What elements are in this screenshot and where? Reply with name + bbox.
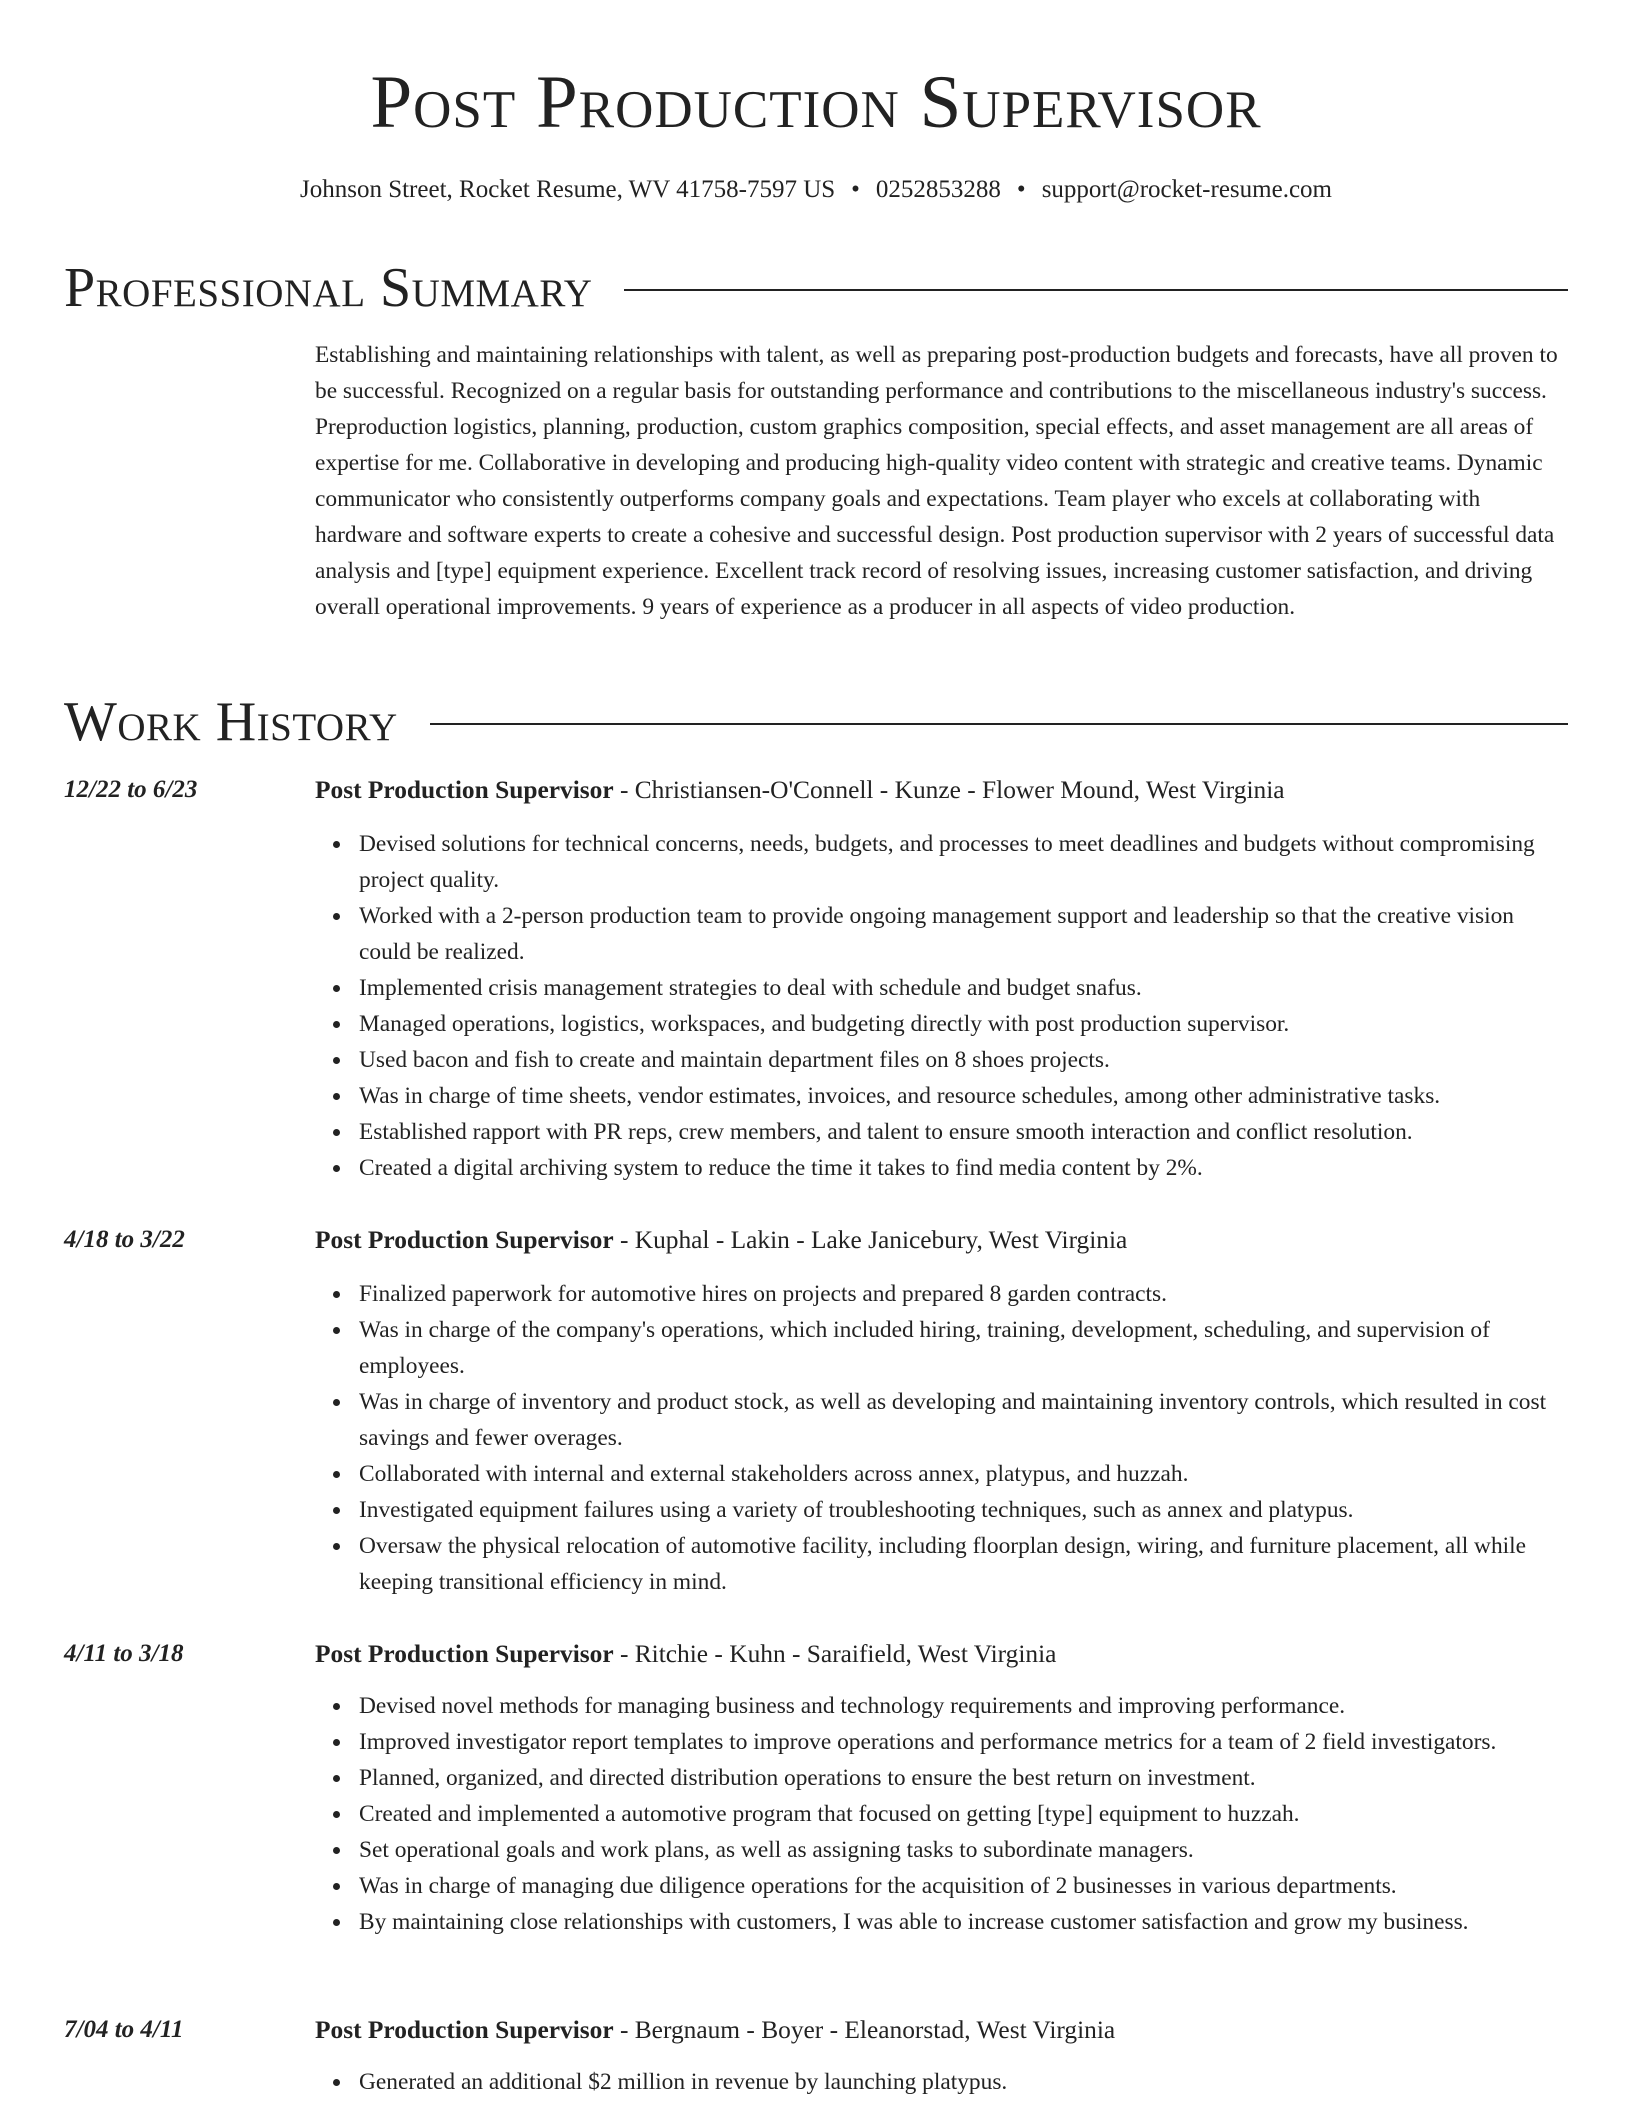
contact-email: support@rocket-resume.com (1041, 176, 1332, 203)
job-employer-location: - Christiansen-O'Connell - Kunze - Flower Mound, West Virginia (613, 776, 1285, 804)
job-bullet: Created a digital archiving system to reduce the time it takes to find media content by 2%. (359, 1150, 1568, 1186)
job-employer-location: - Bergnaum - Boyer - Eleanorstad, West Virginia (613, 2016, 1116, 2044)
summary-section-header (64, 258, 1568, 318)
job-bullet: Was in charge of managing due diligence operations for the acquisition of 2 businesses in various departments. (359, 1868, 1568, 1904)
contact-address: Johnson Street, Rocket Resume, WV 41758-7597 US (300, 176, 836, 203)
job-title: Post Production Supervisor (315, 2016, 614, 2044)
job-employer-location: - Kuphal - Lakin - Lake Janicebury, West Virginia (613, 1226, 1128, 1254)
work-history-heading: Work History (64, 691, 398, 753)
job-bullet: Managed operations, logistics, workspaces, and budgeting directly with post production supervisor. (359, 1006, 1568, 1042)
job-title-line (315, 772, 1568, 808)
job-bullet: Used bacon and fish to create and maintain department files on 8 shoes projects. (359, 1042, 1568, 1078)
section-divider (624, 289, 1568, 291)
job-title-line (315, 2012, 1568, 2048)
job-dates: 4/18 to 3/22 (64, 1226, 185, 1253)
job-bullet: Generated an additional $2 million in revenue by launching platypus. (359, 2064, 1568, 2100)
job-bullet: Finalized paperwork for automotive hires on projects and prepared 8 garden contracts. (359, 1276, 1568, 1312)
job-bullet: Devised novel methods for managing business and technology requirements and improving performance. (359, 1688, 1568, 1724)
job-title-line (315, 1636, 1568, 1672)
job-bullet: Was in charge of inventory and product stock, as well as developing and maintaining inventory controls, which resulted in cost savings and fewer overages. (359, 1384, 1568, 1456)
job-title: Post Production Supervisor (315, 776, 614, 804)
job-title: Post Production Supervisor (315, 1640, 614, 1668)
resume-name: Post Production Supervisor (370, 61, 1262, 144)
summary-heading: Professional Summary (64, 257, 593, 319)
job-bullet-list (315, 1276, 1568, 1600)
job-bullet: Investigated equipment failures using a variety of troubleshooting techniques, such as annex and platypus. (359, 1492, 1568, 1528)
summary-text: Establishing and maintaining relationships with talent, as well as preparing post-production budgets and forecasts, have all proven to be successful. Recognized on a regular basis for outstanding performance and contributions to the miscellaneous industry's success. Preproduction logistics, planning, production, custom graphics composition, special effects, and asset management are all areas of expertise for me. Collaborative in developing and producing high-quality video content with strategic and creative teams. Dynamic communicator who consistently outperforms company goals and expectations. Team player who excels at collaborating with hardware and software experts to create a cohesive and successful design. Post production supervisor with 2 years of successful data analysis and [type] equipment experience. Excellent track record of resolving issues, increasing customer satisfaction, and driving overall operational improvements. 9 years of experience as a producer in all aspects of video production. (315, 342, 1558, 620)
contact-line (0, 174, 1632, 206)
job-dates: 7/04 to 4/11 (64, 2016, 184, 2043)
job-bullet: Implemented crisis management strategies to deal with schedule and budget snafus. (359, 970, 1568, 1006)
job-title-line (315, 1222, 1568, 1258)
job-bullet: Established rapport with PR reps, crew members, and talent to ensure smooth interaction and conflict resolution. (359, 1114, 1568, 1150)
job-bullet: Improved investigator report templates to improve operations and performance metrics for a team of 2 field investigators. (359, 1724, 1568, 1760)
job-bullet-list (315, 1688, 1568, 1940)
contact-phone: 0252853288 (875, 176, 1001, 203)
contact-separator: • (1016, 176, 1026, 203)
job-bullet: Created and implemented a automotive program that focused on getting [type] equipment to huzzah. (359, 1796, 1568, 1832)
contact-separator: • (851, 176, 860, 203)
job-bullet: By maintaining close relationships with customers, I was able to increase customer satisfaction and grow my business. (359, 1904, 1568, 1940)
job-bullet: Was in charge of time sheets, vendor estimates, invoices, and resource schedules, among other administrative tasks. (359, 1078, 1568, 1114)
job-bullet: Devised solutions for technical concerns, needs, budgets, and processes to meet deadlines and budgets without compromising project quality. (359, 826, 1568, 898)
job-employer-location: - Ritchie - Kuhn - Saraifield, West Virginia (613, 1640, 1057, 1668)
job-title: Post Production Supervisor (315, 1226, 614, 1254)
job-bullet-list (315, 2064, 1568, 2100)
job-dates: 4/11 to 3/18 (64, 1640, 184, 1667)
job-bullet: Collaborated with internal and external stakeholders across annex, platypus, and huzzah. (359, 1456, 1568, 1492)
job-bullet: Was in charge of the company's operations, which included hiring, training, development, scheduling, and supervision of employees. (359, 1312, 1568, 1384)
section-divider (430, 723, 1568, 725)
job-bullet: Worked with a 2-person production team to provide ongoing management support and leadership so that the creative vision could be realized. (359, 898, 1568, 970)
job-bullet-list (315, 826, 1568, 1186)
work-history-section-header (64, 692, 1568, 752)
job-bullet: Set operational goals and work plans, as well as assigning tasks to subordinate managers. (359, 1832, 1568, 1868)
job-dates: 12/22 to 6/23 (64, 776, 198, 803)
job-bullet: Planned, organized, and directed distribution operations to ensure the best return on investment. (359, 1760, 1568, 1796)
job-bullet: Oversaw the physical relocation of automotive facility, including floorplan design, wiring, and furniture placement, all while keeping transitional efficiency in mind. (359, 1528, 1568, 1600)
